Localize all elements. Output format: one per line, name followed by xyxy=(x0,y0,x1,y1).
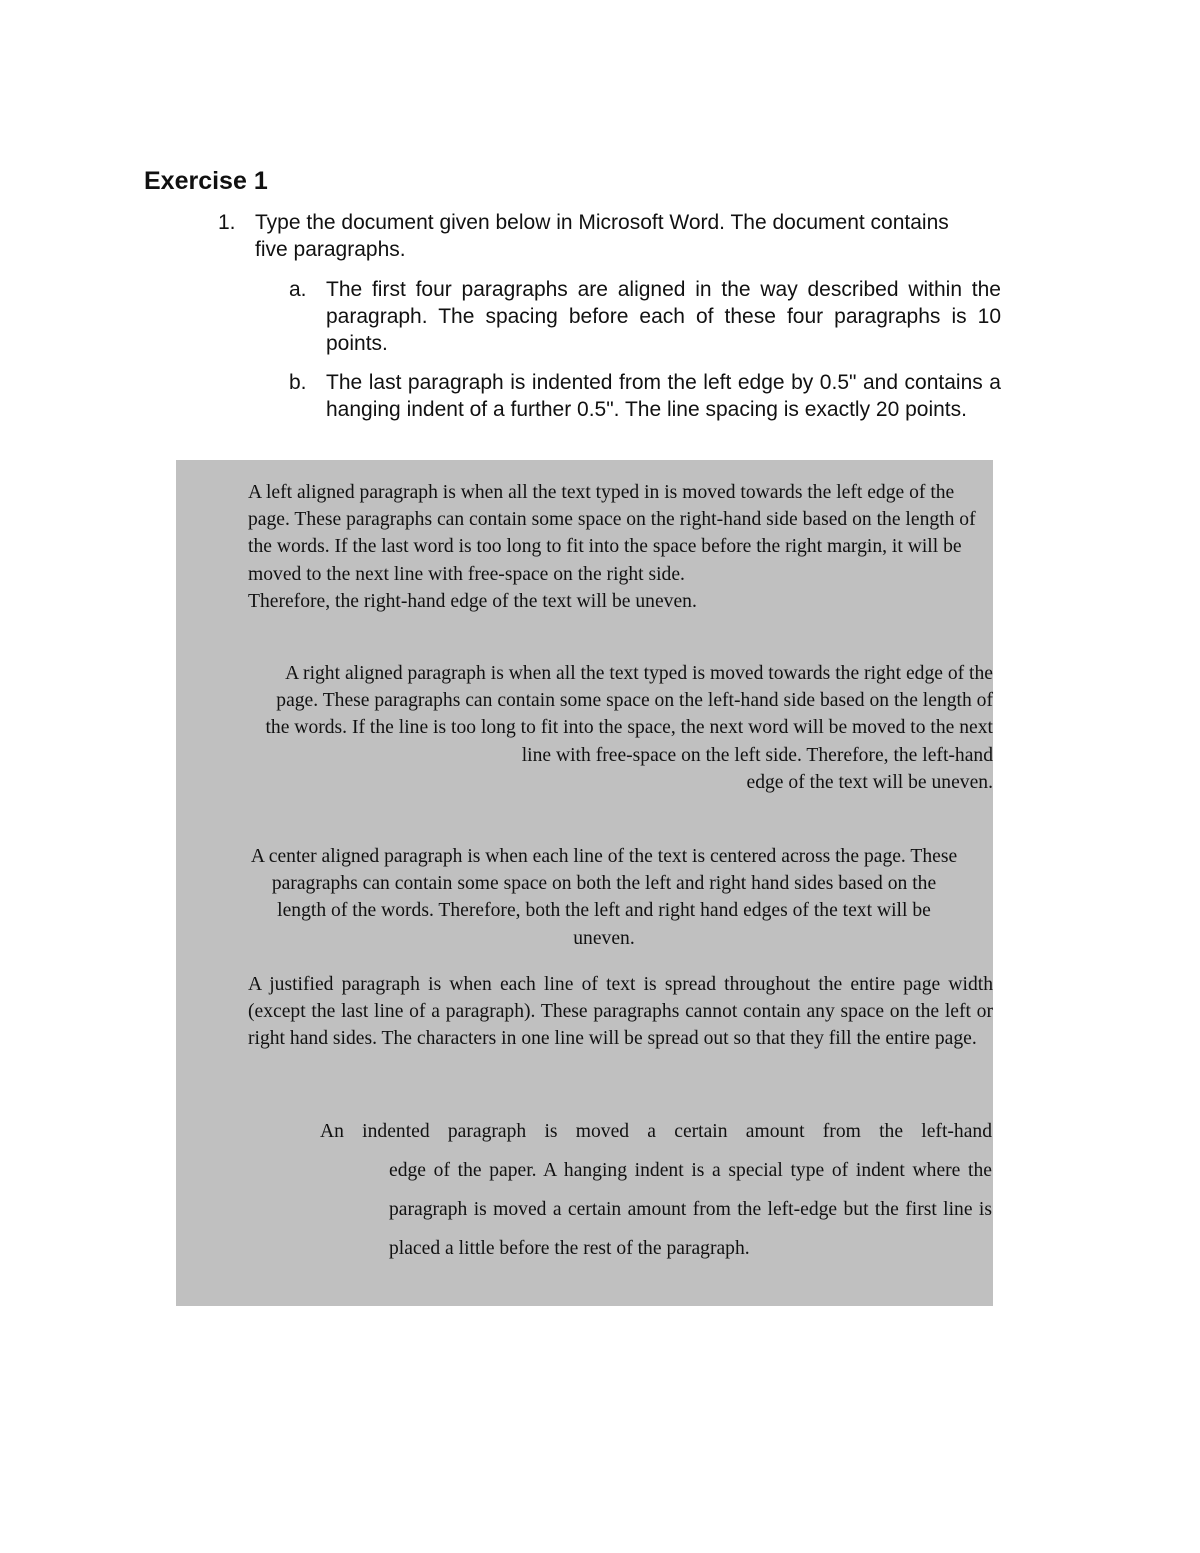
left-aligned-text: A left aligned paragraph is when all the text typed in is moved towards the left edge of the page. These paragraphs can contain some space on the right-hand side based on the length of the words. If the last word is too long to fit into the space before the right margin, it will be moved to the next line with free-space on the right side. xyxy=(248,482,976,585)
list-marker-b: b. xyxy=(289,371,307,394)
left-aligned-last-line: Therefore, the right-hand edge of the text will be uneven. xyxy=(248,590,697,612)
sub-item-b-text: The last paragraph is indented from the left edge by 0.5" and contains a hanging indent of a further 0.5". The line spacing is exactly 20 points. xyxy=(326,371,1001,421)
indented-first-line: An indented paragraph is moved a certain amount from the left-hand xyxy=(320,1121,992,1142)
list-number: 1. xyxy=(218,211,236,234)
indented-paragraph xyxy=(320,1112,992,1268)
right-aligned-paragraph xyxy=(248,660,993,796)
right-aligned-last-line: edge of the text will be uneven. xyxy=(746,771,993,793)
instruction-text: Type the document given below in Microsoft Word. The document contains five paragraphs. xyxy=(255,211,949,261)
exercise-heading: Exercise 1 xyxy=(144,167,268,195)
sub-item-a xyxy=(289,276,1001,357)
right-aligned-text: A right aligned paragraph is when all the text typed is moved towards the right edge of the page. These paragraphs can contain some space on the left-hand side based on the length of the words. If the line is too long to fit into the space, the next word will be moved to the next line with free-space on the left side. Therefore, the left-hand xyxy=(265,663,993,766)
list-marker-a: a. xyxy=(289,278,307,301)
center-aligned-paragraph: A center aligned paragraph is when each line of the text is centered across the page. These paragraphs can contain some space on both the left and right hand sides based on the length of the words. Therefore, both the left and right hand edges of the text will be uneven. xyxy=(250,846,958,949)
sub-item-a-text: The first four paragraphs are aligned in the way described within the paragraph. The spacing before each of these four paragraphs is 10 points. xyxy=(326,278,1001,355)
left-aligned-paragraph xyxy=(248,479,993,615)
sub-item-b xyxy=(289,369,1001,423)
indented-remaining-lines: edge of the paper. A hanging indent is a special type of indent where the paragraph is moved a certain amount from the left-edge but the first line is placed a little before the rest of the paragraph. xyxy=(389,1160,992,1259)
justified-paragraph: A justified paragraph is when each line of text is spread throughout the entire page width (except the last line of a paragraph). These paragraphs cannot contain any space on the left or right hand sides. The characters in one line will be spread out so that they fill the entire page. xyxy=(248,974,993,1050)
instruction-item-1 xyxy=(218,209,998,263)
